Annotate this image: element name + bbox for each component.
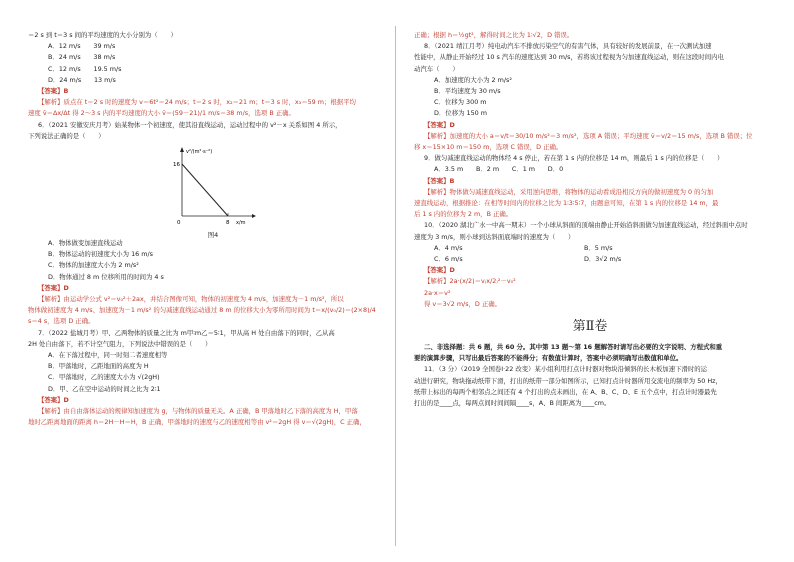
q6-explanation-3: s＝4 s，选项 D 正确。 <box>28 317 95 326</box>
q8-option-b: B．平均速度为 30 m/s <box>434 87 501 96</box>
figure-caption: 图4 <box>207 231 219 240</box>
q7-option-a: A．在下落过程中，同一时刻二者速度相等 <box>48 351 168 360</box>
q8-explanation-1: 【解析】加速度的大小 a＝v/t＝30/10 m/s²＝3 m/s²，选项 A 错误；平均速度 v̄＝v/2＝15 m/s，选项 B 错误；位 <box>424 131 753 140</box>
q9-stem: 9．做匀减速直线运动的物体经 4 s 停止，若在第 1 s 内的位移是 14 m，则最后 1 s 内的位移是（ ） <box>424 154 724 163</box>
x-axis-label: x/m <box>236 220 246 227</box>
q9-explanation-3: 后 1 s 内的位移为 2 m，B 正确。 <box>414 210 513 219</box>
q8-stem-3: 动汽车（ ） <box>414 64 459 73</box>
q7-explanation-3: 正确；根据 h＝½gt²，解得时间之比为 1∶√2，D 错误。 <box>414 31 574 39</box>
q10-options-row-2 <box>414 254 766 265</box>
q6-option-d: D．物体通过 8 m 位移所用的时间为 4 s <box>48 272 164 281</box>
q8-explanation-2: 移 x＝15×10 m＝150 m，选项 C 错误，D 正确。 <box>414 143 563 152</box>
q7-stem-1: 7．（2022 盐城月考）甲、乙两物体的质量之比为 m甲∶m乙＝5∶1，甲从高 H 处自由落下的同时，乙从高 <box>38 328 335 337</box>
q6-option-a: A．物体做变加速直线运动 <box>48 239 123 248</box>
q7-stem-2: 2H 处自由落下，若不计空气阻力，下列说法中错误的是（ ） <box>28 339 212 348</box>
q7-explanation-2: 地时乙距离地面的距离 h＝2H－H＝H，B 正确，甲落地时的速度与乙的速度相等由 v²＝2gH 得 v＝√(2gH)，C 正确， <box>28 418 366 427</box>
q6-stem-1: 6．（2021 安徽安庆月考）始某物体一个初速度，使其沿直线运动，运动过程中的 v²－x 关系如图 4 所示， <box>38 120 342 129</box>
q10-option-c: C．6 m/s <box>434 255 463 264</box>
y-tick-label: 16 <box>173 162 180 169</box>
q5-stem-tail: ＝2 s 到 t＝3 s 间的平均速度的大小分别为（ ） <box>28 31 177 39</box>
q8-stem-2: 性能中，从静止开始经过 10 s 汽车的速度达到 30 m/s，若将该过程视为匀加速直线运动，则在这段时间内电 <box>414 53 724 62</box>
q6-stem-2: 下列说法正确的是（ ） <box>28 131 105 140</box>
y-axis-label: v²/(m²·s⁻²) <box>186 149 213 156</box>
q8-option-c: C．位移为 300 m <box>434 98 487 107</box>
q10-option-a: A．4 m/s <box>434 243 463 252</box>
origin-label: 0 <box>177 220 181 227</box>
q8-option-a: A．加速度的大小为 2 m/s² <box>434 75 512 84</box>
q11-line-1: 11．（3 分）（2019 全国卷Ⅰ·22 改变）某小组利用打点计时器对物块沿倾斜的长木板加速下滑时的运 <box>424 365 708 374</box>
section2-intro-1: 二、非选择题：共 6 题，共 60 分。其中第 13 题～第 16 题解答时请写出必要的文字说明、方程式和重 <box>424 343 723 352</box>
section-title: 第Ⅱ卷 <box>572 319 608 335</box>
q10-stem-2: 速度为 3 m/s，则小球到达斜面底端时的速度为（ ） <box>414 232 575 241</box>
q8-stem-1: 8．（2021 靖江月考）纯电动汽车不排放污染空气的有害气体，具有较好的发展前景，在一次测试加速 <box>424 42 712 51</box>
q5-option-d: D．24 m/s 13 m/s <box>48 75 116 84</box>
q9-options: A．3.5 m B．2 m C．1 m D．0 <box>434 165 564 174</box>
q10-option-b: B．5 m/s <box>584 243 613 252</box>
q10-explanation-1: 【解析】2a·(x/2)＝v₍x/2₎²－v₀² <box>424 277 516 286</box>
q5-explanation-1: 【解析】质点在 t＝2 s 时的速度为 v＝6t²＝24 m/s；t＝2 s 时，x₂＝21 m；t＝3 s 时，x₃＝59 m；根据平均 <box>38 98 356 107</box>
q7-option-c: C．甲落地时，乙的速度大小为 √(2gH) <box>48 373 160 382</box>
q6-option-c: C．物体的加速度大小为 2 m/s² <box>48 261 139 270</box>
y-axis-arrow <box>180 147 184 152</box>
q5-explanation-2: 速度 v̄＝Δx/Δt 得 2～3 s 内的平均速度的大小 v̄＝(59－21)/1 m/s＝38 m/s，选项 B 正确。 <box>28 109 295 118</box>
q6-option-b: B．物体运动的初速度大小为 16 m/s <box>48 250 153 259</box>
q5-option-a: A．12 m/s 39 m/s <box>48 42 116 51</box>
q6-explanation-2: 物体做初速度为 4 m/s、加速度为－1 m/s² 的匀减速直线运动通过 8 m 的位移大小为零所用时间为 t＝x/(v₀/2)＝(2×8)/4 <box>28 306 376 315</box>
q10-option-d: D．3√2 m/s <box>584 255 622 264</box>
q6-answer: 【答案】D <box>38 283 69 292</box>
q9-answer: 【答案】B <box>424 176 455 185</box>
q10-options-row-1 <box>414 243 766 254</box>
q10-explanation-2: 2a·x＝v² <box>424 288 451 297</box>
right-column <box>414 30 766 409</box>
q8-option-d: D．位移为 150 m <box>434 109 487 118</box>
x-tick-label: 8 <box>226 220 230 227</box>
x-axis-arrow <box>252 214 256 218</box>
q11-line-2: 动进行研究，物块拖动纸带下滑，打出的纸带一部分如图所示，已知打点计时器所用交流电的频率为 50 Hz， <box>414 376 722 385</box>
q5-option-c: C．12 m/s 19.5 m/s <box>48 64 122 73</box>
q7-answer: 【答案】D <box>38 395 69 404</box>
q8-answer: 【答案】D <box>424 120 455 129</box>
q6-graph <box>168 144 258 240</box>
q11-line-4: 打出的是____点，每两点间时间间隔____s，A、B 间距离为____cm。 <box>414 399 611 408</box>
column-divider <box>395 26 396 546</box>
q10-explanation-3: 得 v＝3√2 m/s，D 正确。 <box>424 299 502 308</box>
q5-option-b: B．24 m/s 38 m/s <box>48 53 116 62</box>
q11-line-3: 纸带上标出的每两个相邻点之间还有 4 个打出的点未画出，在 A、B、C、D、E 五个点中，打点计时器最先 <box>414 387 717 396</box>
q6-explanation-1: 【解析】由运动学公式 v²＝v₀²＋2ax，并结合图像可知，物体的初速度为 4 m/s，加速度为－1 m/s²，所以 <box>38 295 344 304</box>
q10-stem-1: 10．（2020 湖北广水一中高一期末）一个小球从斜面的顶端由静止开始沿斜面做匀加速直线运动，经过斜面中点时 <box>424 221 748 230</box>
graph-line <box>182 164 228 216</box>
q7-option-d: D．甲、乙在空中运动的时间之比为 2∶1 <box>48 384 161 393</box>
q9-explanation-2: 速直线运动，根据推论：在相等时间内的位移之比为 1∶3∶5∶7，由题意可知，在第 1 s 内的位移是 14 m，最 <box>414 199 719 208</box>
section2-intro-2: 要的演算步骤，只写出最后答案的不能得分；有数值计算时，答案中必须明确写出数值和单位。 <box>414 354 683 363</box>
q7-explanation-1: 【解析】由自由落体运动的规律知加速度为 g，与物体的质量无关。A 正确，B 甲落地时乙下落的高度为 H，甲落 <box>38 407 358 416</box>
q5-answer: 【答案】B <box>38 87 69 96</box>
q9-explanation-1: 【解析】物体做匀减速直线运动，采用逆向思维，将物体的运动看成沿相反方向的做初速度为 0 的匀加 <box>424 187 714 196</box>
left-column <box>28 30 380 428</box>
v2-x-graph <box>168 144 258 226</box>
q7-option-b: B．甲落地时，乙距地面的高度为 H <box>48 362 149 371</box>
q10-answer: 【答案】D <box>424 266 455 275</box>
